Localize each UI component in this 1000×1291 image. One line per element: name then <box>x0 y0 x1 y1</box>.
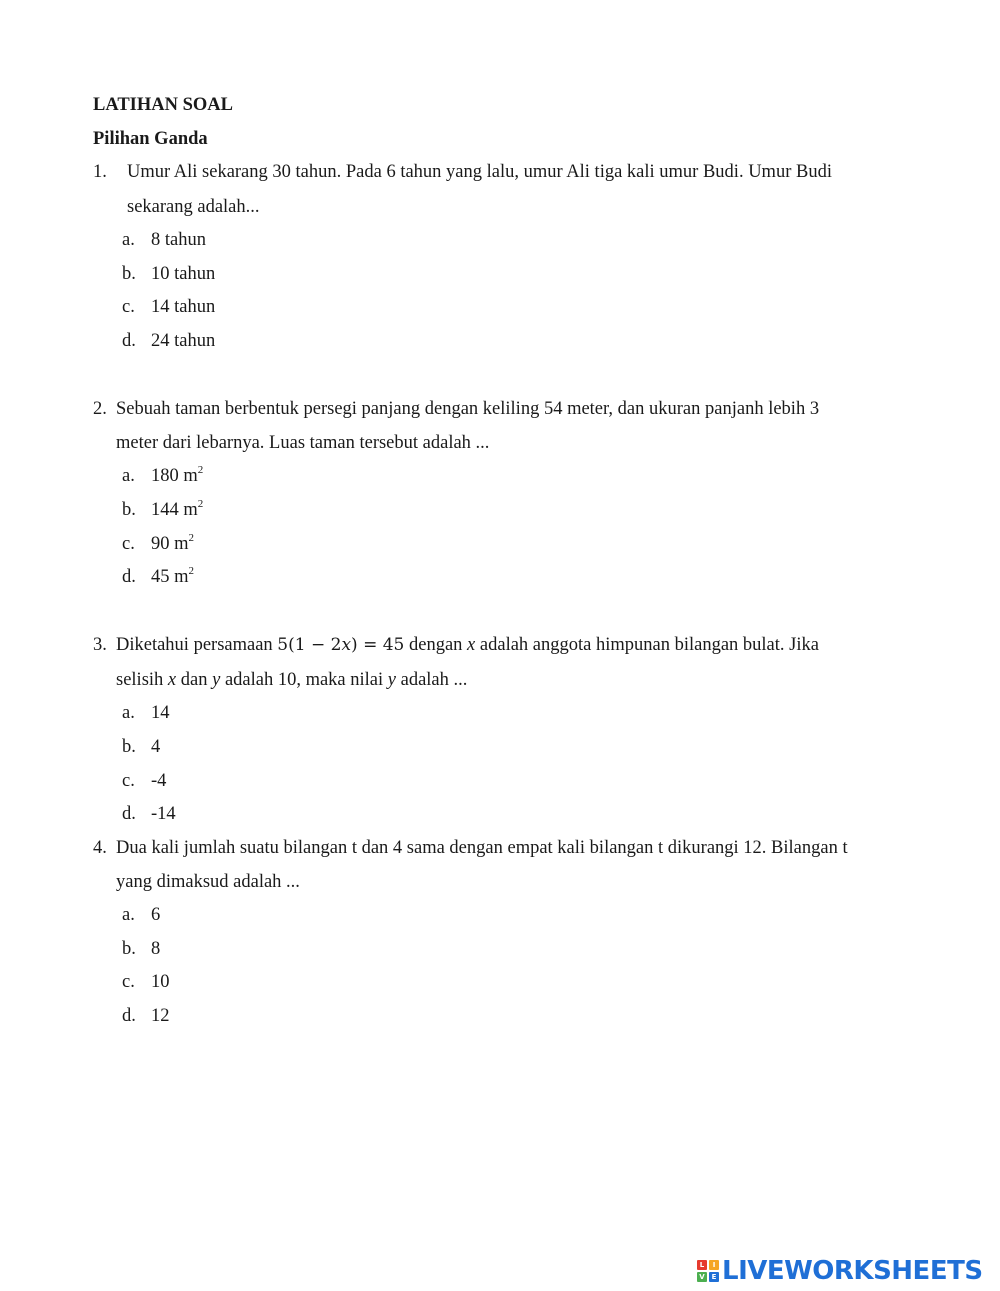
logo-grid-icon: L I V E <box>697 1260 719 1282</box>
question-3-option-a[interactable]: a. 14 <box>122 703 170 723</box>
question-2-text: Sebuah taman berbentuk persegi panjang dengan keliling 54 meter, dan ukuran panjanh lebih 3 <box>116 399 820 419</box>
question-4-text: Dua kali jumlah suatu bilangan t dan 4 sama dengan empat kali bilangan t dikurangi 12. Bilangan t <box>116 838 848 858</box>
question-1-number: 1. <box>93 162 107 182</box>
question-1-option-b[interactable]: b. 10 tahun <box>122 264 216 284</box>
question-2-line2: meter dari lebarnya. Luas taman tersebut adalah ... <box>116 433 490 453</box>
logo-text: LIVEWORKSHEETS <box>722 1256 983 1286</box>
section-title: Pilihan Ganda <box>93 129 208 149</box>
question-2-line1 <box>93 400 819 419</box>
question-3-option-c[interactable]: c. -4 <box>122 771 167 791</box>
question-4-number: 4. <box>93 838 107 858</box>
liveworksheets-logo <box>697 1256 983 1286</box>
question-2-option-d[interactable]: d. 45 $m^2$ <box>122 565 195 587</box>
question-1-line2: sekarang adalah... <box>127 197 260 217</box>
question-2-option-b[interactable]: b. 144 $m^2$ <box>122 498 204 520</box>
question-1-line1 <box>93 163 832 182</box>
question-4-option-c[interactable]: c. 10 <box>122 972 170 992</box>
question-1-option-a[interactable]: a. 8 tahun <box>122 230 206 250</box>
question-4-option-b[interactable]: b. 8 <box>122 939 161 959</box>
question-4-line2: yang dimaksud adalah ... <box>116 872 300 892</box>
question-2-option-c[interactable]: c. 90 $m^2$ <box>122 532 195 554</box>
question-3-line2: selisih x dan y adalah 10, maka nilai y adalah ... <box>116 670 468 690</box>
question-3-number: 3. <box>93 635 107 655</box>
question-2-option-a[interactable]: a. 180 $m^2$ <box>122 464 204 486</box>
question-3-line1: 3. Diketahui persamaan 5(1 − 2x) = 45 dengan x adalah anggota himpunan bilangan bulat. Jika <box>93 635 819 655</box>
question-4-option-a[interactable]: a. 6 <box>122 905 161 925</box>
question-3-option-d[interactable]: d. -14 <box>122 804 176 824</box>
question-4-option-d[interactable]: d. 12 <box>122 1006 170 1026</box>
question-2-number: 2. <box>93 399 107 419</box>
question-1-text: Umur Ali sekarang 30 tahun. Pada 6 tahun yang lalu, umur Ali tiga kali umur Budi. Umur Budi <box>127 162 832 182</box>
equation: 5(1 − 2x) = 45 <box>277 635 405 655</box>
question-3-option-b[interactable]: b. 4 <box>122 737 161 757</box>
worksheet-title: LATIHAN SOAL <box>93 95 233 115</box>
question-1-option-c[interactable]: c. 14 tahun <box>122 297 216 317</box>
question-4-line1 <box>93 839 848 858</box>
question-1-option-d[interactable]: d. 24 tahun <box>122 331 216 351</box>
